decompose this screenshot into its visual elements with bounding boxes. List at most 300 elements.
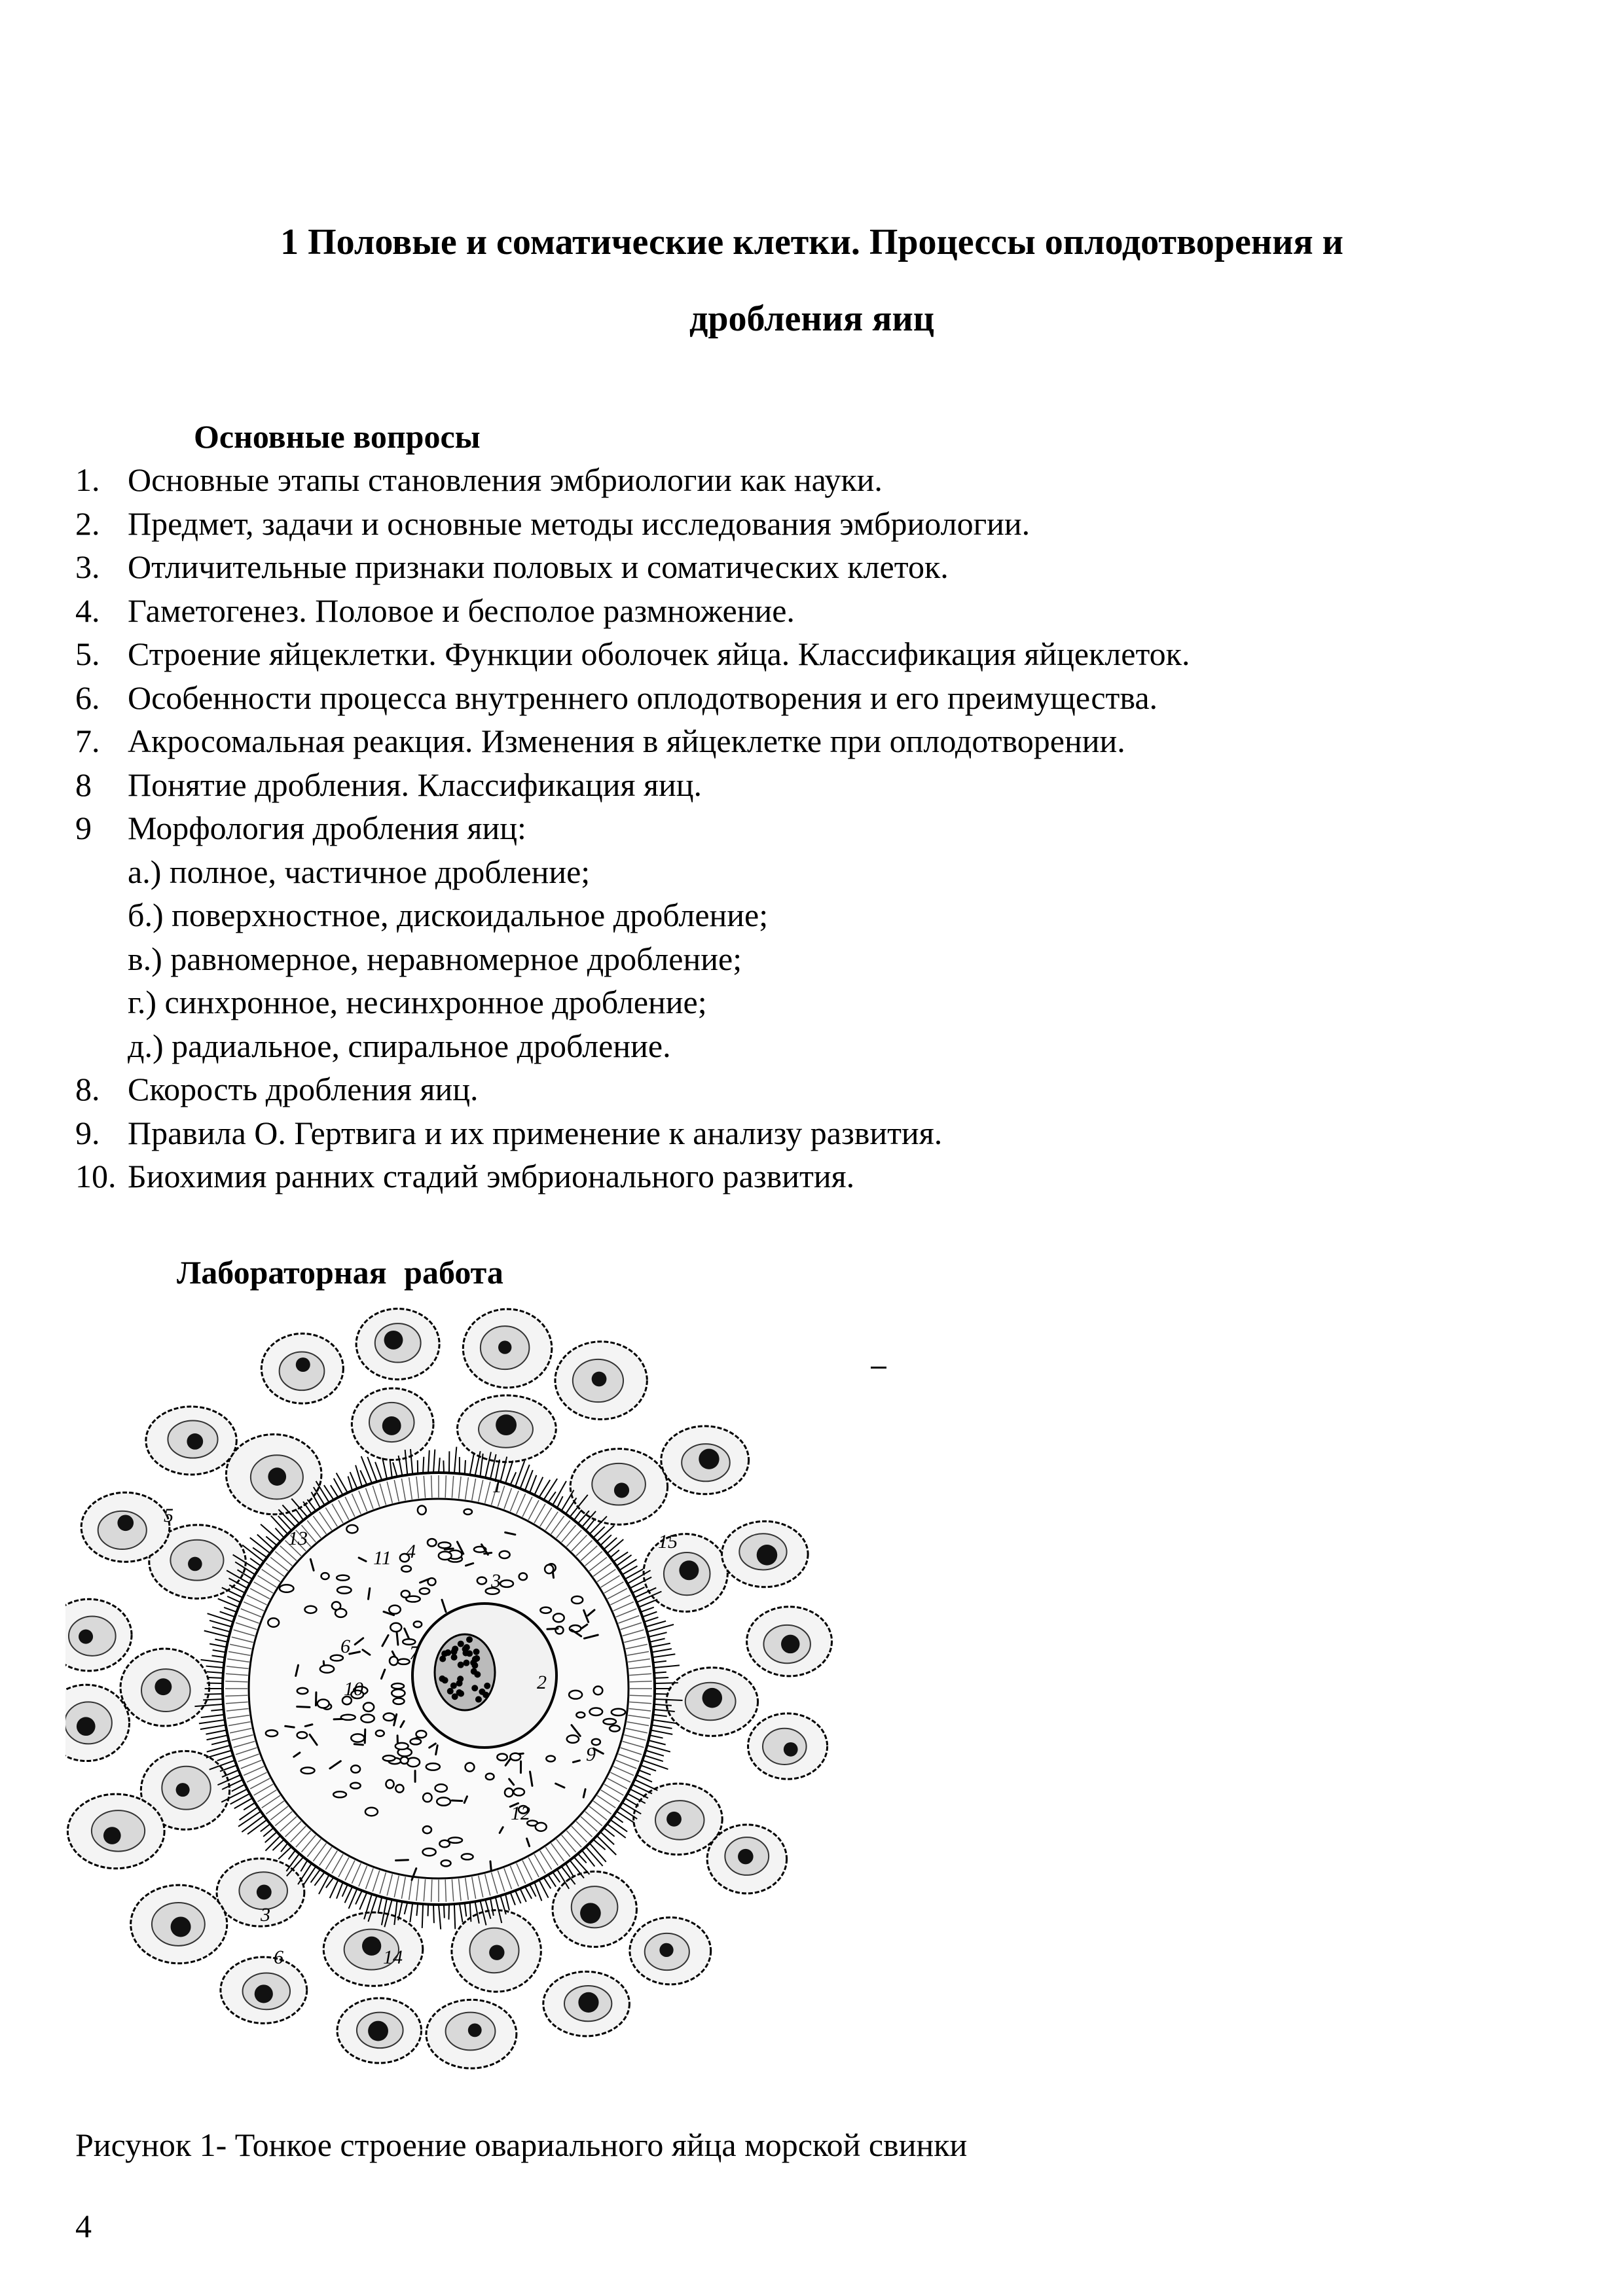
nucleolus-granule [484,1683,490,1689]
radiata-ray [428,1450,429,1473]
radiata-ray [289,1850,296,1859]
radiata-ray [234,1798,253,1808]
radiata-ray [316,1481,329,1503]
zona-striation [566,1530,581,1547]
zona-striation [227,1715,249,1719]
zona-striation [241,1760,262,1768]
cytoplasm-granule [301,1767,315,1773]
zona-striation [624,1735,646,1740]
zona-striation [345,1497,355,1517]
zona-striation [230,1644,251,1649]
figure-label: 4 [406,1541,416,1562]
radiata-ray [213,1650,226,1652]
question-number: 8. [75,1071,100,1107]
radiata-ray [625,1569,643,1579]
nucleolus-granule [474,1671,481,1677]
cytoplasm-granule [390,1657,398,1665]
nucleolus-granule [456,1689,463,1696]
radiata-ray [566,1863,574,1877]
radiata-ray [215,1639,227,1641]
radiata-ray [212,1627,230,1632]
radiata-ray [653,1715,667,1717]
zona-striation [610,1772,630,1782]
radiata-ray [444,1905,445,1918]
cytoplasm-granule [389,1605,401,1614]
question-text: Правила О. Гертвига и их применение к анализу развития. [128,1114,943,1151]
follicle-cell-nucleolus [188,1557,202,1571]
mitochondrion [547,1628,558,1629]
radiata-ray [232,1784,245,1791]
zona-striation [380,1484,386,1505]
radiata-ray [261,1524,280,1541]
question-item [75,545,1548,589]
follicle-cell-nucleolus [103,1827,121,1844]
radiata-ray [199,1720,225,1724]
cytoplasm-granule [603,1719,616,1725]
cytoplasm-granule [392,1689,405,1697]
cytoplasm-granule [304,1606,316,1613]
follicle-cell-nucleolus [580,1903,601,1924]
zona-striation [576,1821,592,1837]
cytoplasm-granule [553,1613,564,1622]
radiata-ray [649,1639,665,1642]
radiata-ray [610,1550,619,1557]
radiata-ray [433,1450,435,1473]
figure-label: 12 [511,1803,530,1824]
follicle-cell-nucleolus [592,1372,607,1387]
nucleolus-granule [462,1650,469,1657]
cytoplasm-granule [416,1731,427,1738]
zona-striation [621,1748,642,1755]
follicle-cell-nucleolus [296,1357,310,1372]
radiata-ray [465,1903,467,1917]
nucleolus-granule [447,1688,454,1695]
zona-striation [628,1715,650,1719]
radiata-ray [454,1904,455,1929]
radiata-ray [632,1587,645,1593]
cytoplasm-granule [401,1566,411,1571]
question-item [75,1155,1548,1198]
radiata-ray [511,1892,515,1905]
zona-striation [626,1729,647,1733]
zona-striation [445,1475,446,1498]
zona-striation [613,1767,634,1776]
radiata-ray [230,1793,250,1804]
radiata-ray [200,1725,226,1730]
zona-striation [366,1868,374,1889]
nucleolus-granule [466,1636,473,1643]
radiata-ray [210,1621,232,1627]
mitochondrion [354,1744,363,1745]
question-text: Строение яйцеклетки. Функции оболочек яйца. Классификация яйцеклеток. [128,636,1190,672]
zona-striation [613,1602,634,1611]
zona-striation [234,1741,255,1747]
follicle-cell-nucleolus [699,1449,719,1469]
question-subitem: г.) синхронное, несинхронное дробление; [128,984,707,1020]
radiata-ray [422,1904,423,1928]
follicle-cell-nucleolus [781,1635,799,1653]
zona-striation [572,1826,587,1842]
cytoplasm-granule [423,1793,431,1802]
zona-striation [291,1826,306,1842]
zona-striation [352,1863,361,1884]
question-number: 2. [75,505,100,542]
cytoplasm-granule [497,1753,507,1760]
figure-label: 6 [340,1636,350,1657]
radiata-ray [207,1672,223,1673]
radiata-ray [634,1780,657,1791]
follicle-cell-nucleolus [702,1688,723,1708]
zona-striation [225,1695,247,1696]
zona-striation [285,1821,301,1837]
follicle-cell-nucleolus [498,1340,511,1354]
zona-striation [394,1480,399,1501]
radiata-ray [654,1672,666,1673]
zona-striation [581,1546,597,1561]
radiata-ray [655,1677,668,1678]
zona-striation [225,1681,247,1682]
radiata-ray [641,1607,654,1612]
figure-label: 1 [492,1475,502,1497]
question-text: Основные этапы становления эмбриологии как науки. [128,461,883,498]
cytoplasm-granule [611,1709,625,1715]
zona-striation [227,1666,249,1669]
zona-striation [228,1651,250,1655]
cytoplasm-granule [536,1823,547,1831]
questions-list [75,458,1548,1198]
zona-striation [431,1880,432,1902]
cytoplasm-granule [448,1837,462,1842]
follicle-cell-nucleolus [117,1515,134,1531]
zona-striation [244,1602,264,1611]
ovarian-egg-illustration [65,1302,917,2127]
question-text: Особенности процесса внутреннего оплодотворения и его преимущества. [128,679,1158,716]
egg-drawing [65,1302,917,2127]
cytoplasm-granule [423,1826,431,1833]
follicle-cell-nucleolus [578,1992,598,2013]
follicle-cell-nucleolus [187,1433,203,1450]
nucleolus-granule [451,1649,458,1655]
question-text: Скорость дробления яиц. [128,1071,479,1107]
nucleolus-granule [450,1682,457,1689]
zona-striation [352,1494,361,1514]
radiata-ray [454,1447,456,1473]
question-item [75,676,1548,720]
cytoplasm-granule [318,1700,329,1708]
cytoplasm-granule [513,1788,524,1795]
zona-striation [517,1494,526,1514]
zona-striation [226,1674,248,1675]
question-subitem: а.) полное, частичное дробление; [128,853,591,890]
radiata-ray [534,1882,541,1901]
radiata-ray [443,1460,444,1473]
nucleolus-granule [475,1696,482,1702]
zona-striation [491,1873,497,1894]
nucleolus-granule [472,1656,479,1662]
page-title-line-1: 1 Половые и соматические клетки. Процессы оплодотворения и [280,222,1343,262]
radiata-ray [639,1770,651,1774]
zona-striation [616,1609,637,1617]
radiata-ray [607,1539,623,1553]
radiata-ray [511,1472,517,1484]
zona-striation [228,1722,250,1726]
zona-striation [359,1866,367,1887]
cytoplasm-granule [435,1784,447,1792]
radiata-ray [378,1897,382,1913]
cytoplasm-granule [280,1585,294,1592]
zona-striation [465,1878,469,1900]
radiata-ray [597,1526,614,1541]
zona-striation [585,1551,602,1566]
zona-striation [465,1477,469,1499]
cytoplasm-granule [441,1860,451,1866]
question-number: 7. [75,723,100,759]
question-text: Морфология дробления яиц: [128,810,526,846]
zona-striation [452,1879,453,1901]
zona-striation [485,1482,490,1503]
zona-striation [301,1835,316,1852]
nucleolus-granule [458,1641,464,1647]
follicle-cell-nucleolus [738,1849,754,1865]
zona-striation [510,1491,519,1512]
figure-caption: Рисунок 1- Тонкое строение овариального яйца морской свинки [75,2126,968,2163]
nucleolus-granule [456,1680,463,1687]
cytoplasm-granule [393,1698,405,1704]
zona-striation [504,1868,512,1889]
cytoplasm-granule [341,1715,356,1720]
radiata-ray [257,1534,274,1549]
question-number: 4. [75,592,100,629]
zona-striation [275,1812,292,1826]
follicle-cell-nucleolus [757,1545,778,1566]
zona-striation [230,1729,251,1733]
cytoplasm-granule [365,1808,378,1816]
follicle-cell-nucleolus [614,1482,629,1498]
cytoplasm-granule [395,1785,403,1793]
question-text: Акросомальная реакция. Изменения в яйцеклетке при оплодотворении. [128,723,1125,759]
questions-heading: Основные вопросы [194,418,481,455]
figure-label: 15 [658,1531,678,1552]
cytoplasm-granule [465,1763,475,1771]
question-number: 6. [75,679,100,716]
zona-striation [566,1831,581,1847]
radiata-ray [250,1558,261,1566]
radiata-ray [220,1611,235,1617]
radiata-ray [428,1905,429,1916]
zona-striation [424,1879,425,1901]
cytoplasm-granule [397,1659,409,1664]
radiata-ray [342,1884,348,1896]
figure-label: 11 [373,1547,392,1569]
radiata-ray [515,1461,524,1486]
radiata-ray [439,1458,440,1473]
radiata-ray [530,1475,536,1493]
radiata-ray [651,1643,670,1647]
cytoplasm-granule [410,1738,422,1744]
cytoplasm-granule [486,1774,494,1780]
radiata-ray [460,1903,463,1922]
radiata-ray [648,1740,665,1745]
zona-striation [623,1630,644,1636]
question-number: 10. [75,1158,117,1194]
nucleolus-granule [441,1651,448,1657]
stray-dash-mark [871,1367,886,1369]
zona-striation [238,1616,259,1624]
cytoplasm-granule [464,1509,472,1515]
radiata-ray [382,1458,387,1479]
cytoplasm-granule [376,1731,384,1736]
zona-striation [629,1674,651,1675]
figure-label: 2 [537,1672,547,1693]
follicle-cell-nucleolus [268,1467,286,1486]
radiata-ray [642,1612,657,1617]
radiata-ray [348,1477,353,1491]
cytoplasm-granule [418,1505,426,1514]
zona-striation [238,1754,259,1762]
radiata-ray [433,1905,434,1923]
zona-striation [232,1735,253,1740]
radiata-ray [593,1840,605,1850]
cytoplasm-granule [297,1732,307,1738]
follicle-cell-nucleolus [489,1945,504,1960]
radiata-ray [648,1632,666,1637]
radiata-ray [206,1730,227,1734]
question-text: Отличительные признаки половых и соматических клеток. [128,548,949,585]
radiata-ray [265,1836,280,1851]
lab-heading: Лабораторная работа [177,1254,503,1291]
zona-striation [581,1816,597,1831]
follicle-cell-nucleolus [255,1984,273,2003]
cytoplasm-granule [545,1565,553,1573]
zona-striation [359,1491,367,1512]
radiata-ray [337,1473,348,1492]
cytoplasm-granule [439,1542,451,1548]
zona-striation [618,1754,639,1762]
nucleolus-granule [473,1649,480,1655]
zona-striation [409,1477,412,1499]
radiata-ray [644,1617,659,1622]
radiata-ray [207,1746,230,1752]
radiata-ray [637,1775,652,1782]
nucleolus-granule [479,1689,485,1695]
zona-striation [244,1767,264,1776]
zona-striation [562,1835,576,1852]
radiata-ray [390,1459,392,1477]
radiata-ray [644,1755,663,1761]
question-item [75,806,1548,850]
cytoplasm-granule [477,1577,486,1585]
radiata-ray [651,1730,672,1734]
zona-striation [585,1812,602,1826]
question-number: 3. [75,548,100,585]
cytoplasm-granule [332,1602,340,1609]
follicle-cell-nucleolus [176,1783,190,1797]
cytoplasm-granule [337,1575,349,1581]
question-text: Предмет, задачи и основные методы исследования эмбриологии. [128,505,1030,542]
radiata-ray [574,1857,590,1874]
nucleolus [435,1634,495,1710]
zona-striation [610,1595,630,1605]
zona-striation [498,1871,505,1892]
cytoplasm-granule [569,1691,582,1699]
zona-striation [504,1488,512,1509]
cytoplasm-granule [297,1688,308,1694]
radiata-ray [515,1891,521,1904]
follicle-cell-nucleolus [77,1717,96,1736]
zona-striation [629,1702,651,1703]
zona-striation [236,1748,257,1755]
cytoplasm-granule [567,1735,579,1743]
zona-striation [234,1630,255,1636]
radiata-ray [653,1665,679,1668]
figure-label: 9 [586,1744,596,1765]
cytoplasm-granule [384,1713,395,1720]
cytoplasm-granule [361,1714,374,1722]
zona-striation [618,1616,639,1624]
mitochondrion [285,1726,295,1727]
follicle-cell-nucleolus [496,1414,517,1435]
nucleolus-granule [458,1662,464,1668]
follicle-cell-nucleolus [666,1812,682,1827]
follicle-cell-nucleolus [784,1742,798,1757]
radiata-ray [217,1755,234,1761]
nucleolus-granule [442,1677,448,1683]
cytoplasm-granule [321,1573,329,1579]
figure-label: 3 [261,1904,270,1926]
zona-striation [445,1880,446,1902]
zona-striation [401,1877,405,1899]
cytoplasm-granule [439,1552,452,1560]
cytoplasm-granule [320,1665,334,1673]
cytoplasm-granule [519,1573,527,1580]
question-item [75,1111,1548,1155]
radiata-ray [649,1735,663,1738]
zona-striation [373,1486,380,1507]
zona-striation [626,1644,647,1649]
zona-striation [629,1709,651,1712]
zona-striation [227,1659,249,1662]
radiata-ray [423,1457,424,1473]
question-text: Понятие дробления. Классификация яиц. [128,766,702,803]
question-number: 9 [75,810,92,846]
radiata-ray [505,1461,513,1484]
radiata-ray [375,1462,382,1480]
radiata-ray [613,1816,623,1823]
cytoplasm-granule [594,1687,603,1695]
zona-striation [409,1878,412,1900]
cytoplasm-granule [386,1780,393,1788]
radiata-ray [651,1649,672,1652]
radiata-ray [210,1644,227,1647]
zona-striation [479,1876,483,1897]
cytoplasm-granule [395,1743,409,1749]
cytoplasm-granule [422,1848,435,1856]
zona-striation [280,1816,297,1831]
zona-striation [387,1482,392,1503]
mitochondrion [397,1631,398,1645]
radiata-ray [604,1828,614,1837]
cytoplasm-granule [428,1539,436,1546]
zona-striation [576,1541,592,1556]
cytoplasm-granule [420,1588,429,1594]
radiata-ray [653,1654,676,1657]
zona-striation [459,1477,462,1499]
nucleolus-granule [463,1660,469,1666]
mitochondrion [396,1860,409,1861]
cytoplasm-granule [510,1753,520,1761]
radiata-ray [646,1621,666,1627]
radiata-ray [617,1811,634,1822]
